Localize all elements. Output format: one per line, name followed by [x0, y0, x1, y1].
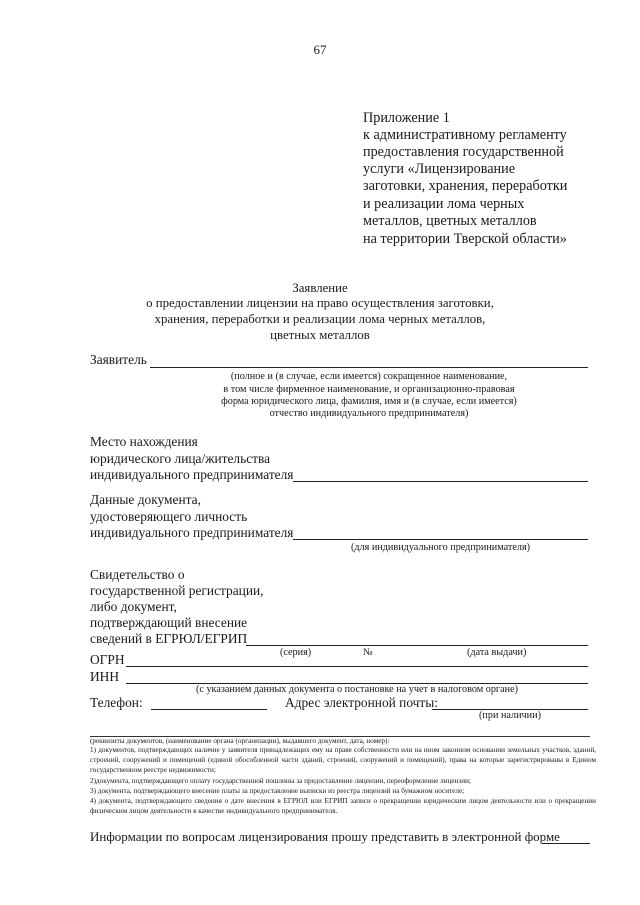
footnote-1: 1) документов, подтверждающих наличие у заявителя принадлежащих ему на праве собственности или на ином законном основании земельных участков, зданий, строений, сооружений и помещений (единой обособленной части зданий, строений, сооружений и помещений), права на которые зарегистрированы в Едином государственном реестре недвижимости; [90, 746, 596, 774]
page-number: 67 [313, 42, 327, 57]
registration-label-3: либо документ, [90, 599, 177, 614]
inn-label: ИНН [90, 669, 120, 684]
location-label-2: юридического лица/жительства [90, 451, 271, 466]
identity-label-2: удостоверяющего личность [90, 509, 248, 524]
title-line-4: цветных металлов [270, 328, 370, 342]
location-label-3: индивидуального предпринимателя [90, 467, 294, 482]
registration-label-2: государственной регистрации, [90, 583, 264, 598]
series-caption: (серия) [280, 647, 312, 658]
applicant-label: Заявитель [90, 352, 147, 367]
appendix-line-1: Приложение 1 [363, 110, 450, 126]
applicant-hint-4: отчество индивидуального предпринимателя) [269, 408, 469, 419]
identity-field[interactable] [293, 539, 588, 540]
info-request-field[interactable] [542, 843, 590, 844]
ogrn-field[interactable] [126, 666, 588, 667]
footnote-0: (реквизиты документов, (наименование органа (организации), выдавшего документ, дата, номер): [90, 737, 390, 745]
appendix-line-3: предоставления государственной [363, 144, 564, 160]
identity-label-3: индивидуального предпринимателя [90, 525, 294, 540]
location-label-1: Место нахождения [90, 434, 198, 449]
location-field[interactable] [293, 481, 588, 482]
identity-hint: (для индивидуального предпринимателя) [350, 542, 531, 553]
appendix-line-7: металлов, цветных металлов [363, 213, 537, 229]
issue-date-caption: (дата выдачи) [467, 647, 527, 658]
appendix-line-4: услуги «Лицензирование [363, 161, 515, 177]
appendix-line-2: к административному регламенту [363, 127, 567, 143]
email-label: Адрес электронной почты: [285, 695, 438, 710]
phone-field[interactable] [151, 709, 267, 710]
info-request-text: Информации по вопросам лицензирования прошу представить в электронной форме [90, 829, 560, 844]
appendix-line-6: и реализации лома черных [363, 196, 525, 212]
title-line-2: о предоставлении лицензии на право осуществления заготовки, [146, 296, 494, 310]
applicant-hint-3: форма юридического лица, фамилия, имя и (в случае, если имеется) [221, 396, 517, 407]
registration-label-4: подтверждающий внесение [90, 615, 248, 630]
number-caption: № [363, 647, 373, 658]
footnote-4: 4) документа, подтверждающего сведения о дате внесения в ЕГРЮЛ или ЕГРИП записи о прекращении юридическим лицом деятельности или о прекращении физическим лицом деятельности в качестве индивидуального предпринимателя. [90, 797, 596, 815]
applicant-hint-2: в том числе фирменное наименование, и организационно-правовая [223, 384, 515, 395]
footnote-3: 3) документа, подтверждающего внесение платы за предоставление выписки из реестра лицензий на бумажном носителе; [90, 787, 465, 795]
applicant-field[interactable] [150, 367, 588, 368]
title-line-3: хранения, переработки и реализации лома черных металлов, [154, 312, 486, 326]
identity-label-1: Данные документа, [90, 492, 201, 507]
footnote-2: 2)документа, подтверждающего оплату государственной пошлины за предоставление лицензии, переоформление лицензии; [90, 777, 471, 785]
phone-label: Телефон: [90, 695, 143, 710]
appendix-line-8: на территории Тверской области» [363, 231, 567, 247]
appendix-line-5: заготовки, хранения, переработки [363, 178, 568, 194]
registration-label-1: Свидетельство о [90, 567, 185, 582]
registration-label-5: сведений в ЕГРЮЛ/ЕГРИП [90, 631, 248, 646]
registration-field[interactable] [246, 645, 588, 646]
tax-hint: (с указанием данных документа о постановке на учет в налоговом органе) [196, 684, 518, 695]
applicant-hint-1: (полное и (в случае, если имеется) сокращенное наименование, [230, 371, 508, 382]
if-available-hint: (при наличии) [479, 710, 541, 721]
ogrn-label: ОГРН [90, 652, 125, 667]
document-title: Заявление [292, 281, 348, 295]
